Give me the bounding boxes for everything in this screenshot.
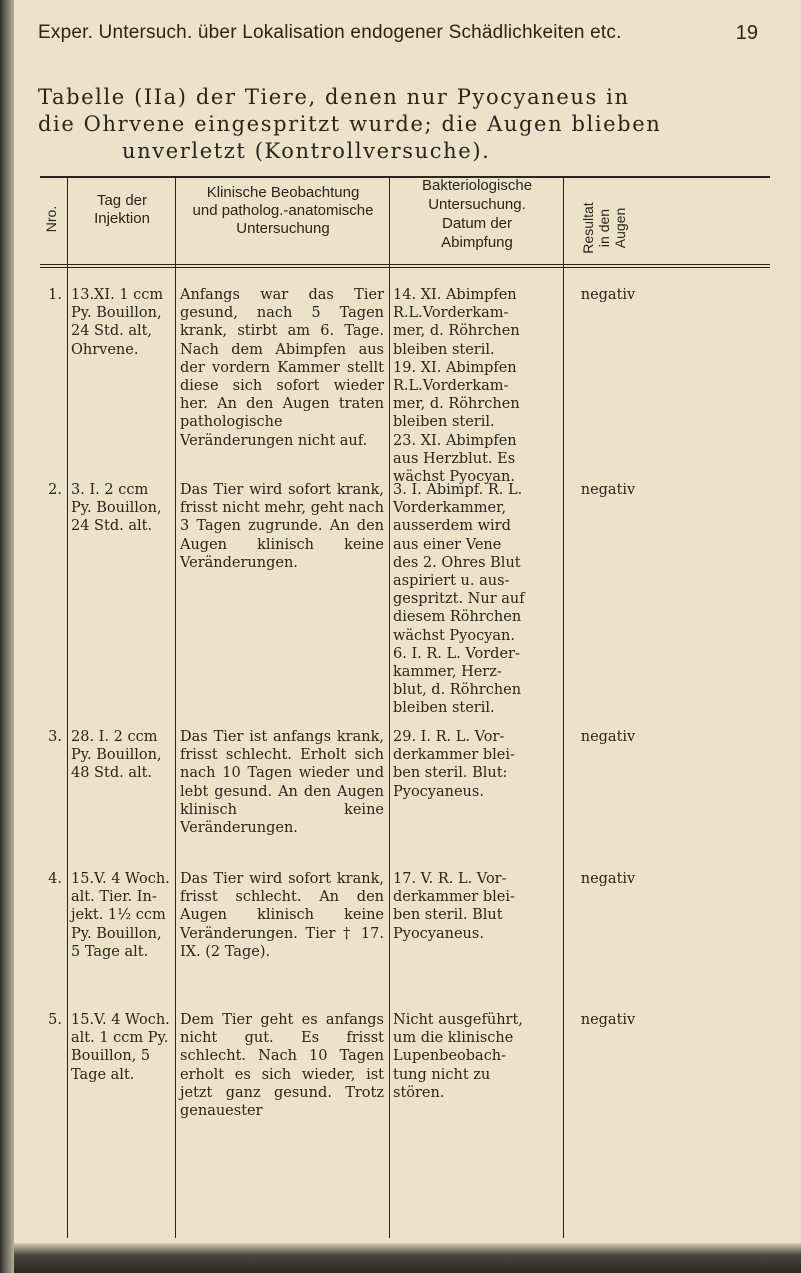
row-2-tag: 3. I. 2 ccm Py. Bouillon, 24 Std. alt.	[71, 482, 162, 535]
running-head	[38, 22, 758, 48]
row-2-klinisch: Das Tier wird sofort krank, frisst nicht mehr, geht nach 3 Tagen zugrunde. An den Augen klinisch keine Veränderungen.	[180, 482, 384, 571]
table-caption	[38, 84, 778, 165]
row-2-bakt: 3. I. Abimpf. R. L. Vorderkammer, ausserdem wird aus einer Vene des 2. Ohres Blut aspiriert u. aus- gespritzt. Nur auf diesem Röhrchen wächst Pyocyan. 6. I. R. L. Vorder- kammer, Herz- blut, d. Röhrchen bleiben steril.	[393, 482, 525, 717]
header-tag-der-injektion: Tag der Injektion	[94, 192, 150, 227]
caption-line-1: Tabelle (IIa) der Tiere, denen nur Pyocyaneus in	[38, 85, 630, 109]
row-4-bakt: 17. V. R. L. Vor- derkammer blei- ben steril. Blut Pyocyaneus.	[393, 871, 515, 942]
column-divider-3	[389, 178, 390, 1238]
row-5-resultat: negativ	[580, 1012, 636, 1028]
row-5-klinisch: Dem Tier geht es anfangs nicht gut. Es frisst schlecht. Nach 10 Tagen erholt es sich wieder, ist jetzt ganz gesund. Trotz genauester	[180, 1012, 384, 1120]
header-bakteriologische-untersuchung: Bakteriologische Untersuchung. Datum der Abimpfung	[421, 177, 533, 251]
running-head-text: Exper. Untersuch. über Lokalisation endogener Schädlichkeiten etc.	[38, 22, 622, 43]
row-5-bakt: Nicht ausgeführt, um die klinische Lupenbeobach- tung nicht zu stören.	[393, 1012, 523, 1101]
row-4-klinisch: Das Tier wird sofort krank, frisst schlecht. An den Augen klinisch keine Veränderungen. Tier † 17. IX. (2 Tage).	[180, 871, 384, 960]
scan-bottom-edge	[14, 1243, 801, 1273]
row-4-resultat: negativ	[580, 871, 636, 887]
row-3-resultat: negativ	[580, 729, 636, 745]
row-4-nro: 4.	[48, 871, 62, 887]
header-resultat: Resultat in den Augen	[580, 202, 628, 254]
header-klinische-beobachtung: Klinische Beobachtung und patholog.-anatomische Untersuchung	[192, 184, 374, 237]
column-divider-2	[175, 178, 176, 1238]
row-2-resultat: negativ	[580, 482, 636, 498]
header-nro: Nro.	[43, 205, 59, 233]
row-3-tag: 28. I. 2 ccm Py. Bouillon, 48 Std. alt.	[71, 729, 162, 782]
row-3-nro: 3.	[48, 729, 62, 745]
column-divider-4	[563, 178, 564, 1238]
book-spine	[0, 0, 14, 1273]
row-1-tag: 13.XI. 1 ccm Py. Bouillon, 24 Std. alt, Ohrvene.	[71, 287, 164, 358]
row-1-klinisch: Anfangs war das Tier gesund, nach 5 Tagen krank, stirbt am 6. Tage. Nach dem Abimpfen aus der vordern Kammer stellt diese sich sofort wieder her. An den Augen traten pathologische Veränderungen nicht auf.	[180, 287, 384, 449]
header-bottom-rule	[40, 264, 770, 265]
row-3-bakt: 29. I. R. L. Vor- derkammer blei- ben steril. Blut: Pyocyaneus.	[393, 729, 515, 800]
row-5-tag: 15.V. 4 Woch. alt. 1 ccm Py. Bouillon, 5 Tage alt.	[71, 1012, 170, 1083]
header-bottom-rule-2	[40, 267, 770, 268]
row-3-klinisch: Das Tier ist anfangs krank, frisst schlecht. Erholt sich nach 10 Tagen wieder und lebt gesund. An den Augen klinisch keine Veränderungen.	[180, 729, 384, 837]
column-divider-1	[67, 178, 68, 1238]
row-1-bakt: 14. XI. Abimpfen R.L.Vorderkam- mer, d. Röhrchen bleiben steril. 19. XI. Abimpfen R.L.Vorderkam- mer, d. Röhrchen bleiben steril. 23. XI. Abimpfen aus Herzblut. Es wächst Pyocyan.	[393, 287, 520, 486]
row-1-resultat: negativ	[580, 287, 636, 303]
row-1-nro: 1.	[48, 287, 62, 303]
caption-line-2: die Ohrvene eingespritzt wurde; die Augen blieben	[38, 112, 662, 136]
row-4-tag: 15.V. 4 Woch. alt. Tier. In- jekt. 1½ ccm Py. Bouillon, 5 Tage alt.	[71, 871, 170, 960]
page-number: 19	[735, 22, 758, 44]
row-2-nro: 2.	[48, 482, 62, 498]
row-5-nro: 5.	[48, 1012, 62, 1028]
caption-line-3: unverletzt (Kontrollversuche).	[122, 139, 491, 163]
